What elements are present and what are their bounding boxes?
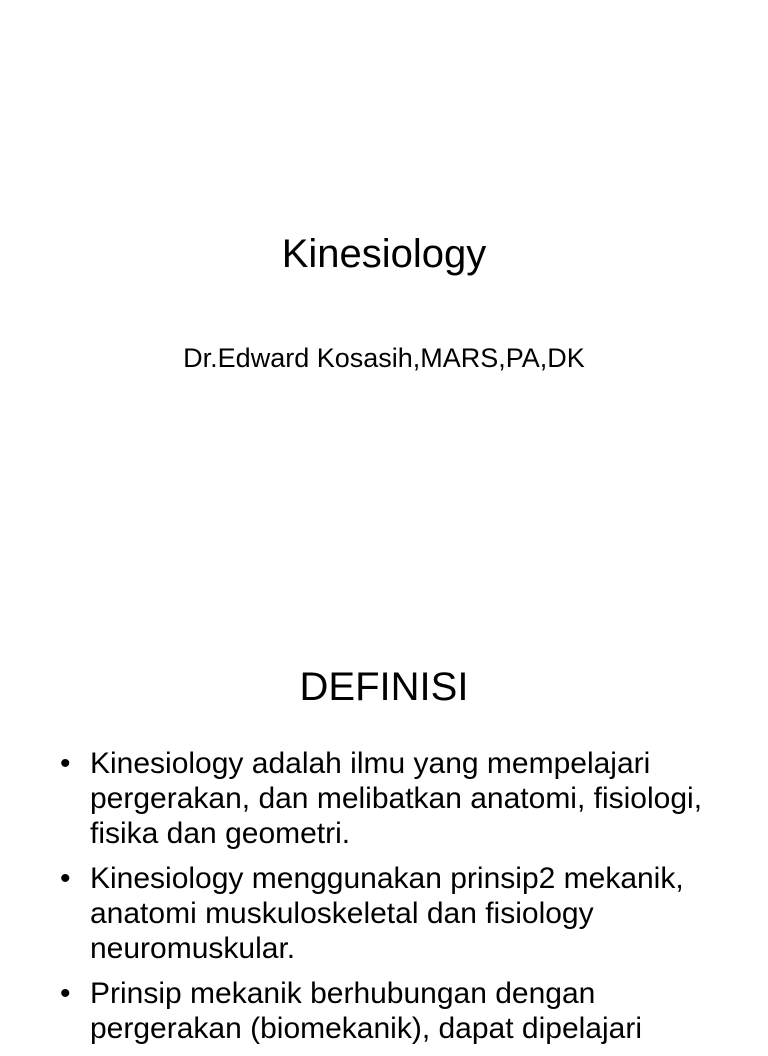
bullet-text: Prinsip mekanik berhubungan dengan pergerakan (biomekanik), dapat dipelajari xyxy=(90,977,642,1045)
slide-title: Kinesiology xyxy=(281,232,487,276)
definition-title: DEFINISI xyxy=(299,665,469,709)
bullet-text: Kinesiology adalah ilmu yang mempelajari pergerakan, dan melibatkan anatomi, fisiologi, fisika dan geometri. xyxy=(90,747,703,850)
bullet-item xyxy=(58,861,718,966)
bullet-item xyxy=(58,976,718,1046)
bullet-dot-icon: • xyxy=(60,747,71,780)
author-subtitle: Dr.Edward Kosasih,MARS,PA,DK xyxy=(183,343,585,373)
bullet-dot-icon: • xyxy=(60,862,71,895)
bullet-dot-icon: • xyxy=(60,977,71,1010)
bullet-text: Kinesiology menggunakan prinsip2 mekanik, anatomi muskuloskeletal dan fisiology neuromuskular. xyxy=(90,862,684,965)
definition-bullet-list xyxy=(58,746,718,1056)
definition-slide xyxy=(0,576,768,1045)
bullet-item xyxy=(58,746,718,851)
